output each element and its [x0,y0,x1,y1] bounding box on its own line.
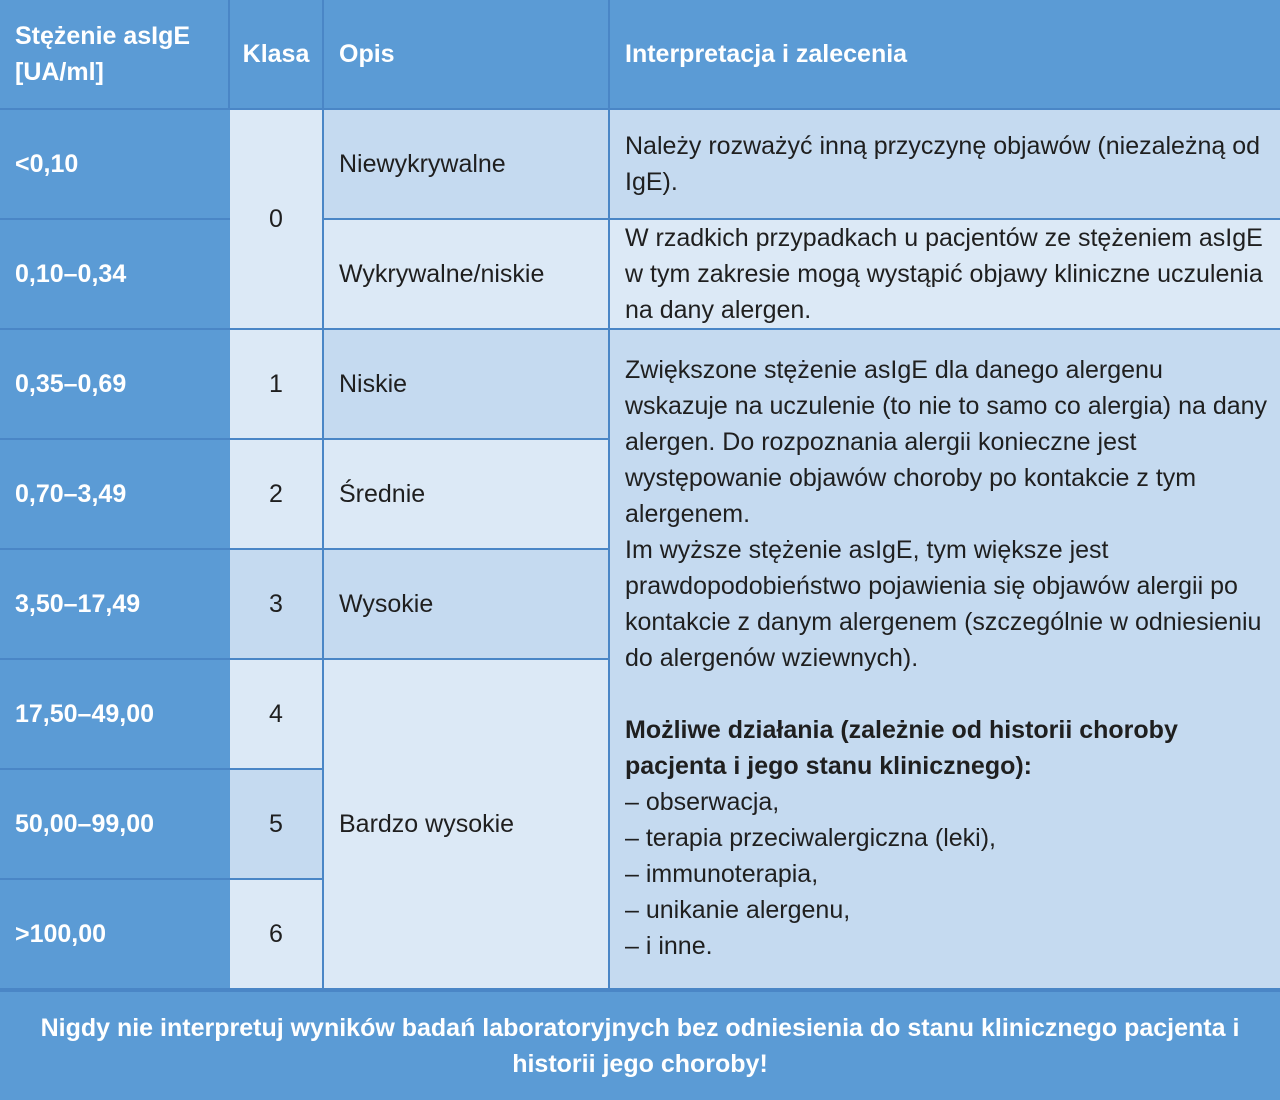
action-item: – immunoterapia, [625,860,819,888]
description-cell: Średnie [324,440,610,550]
description-cell: Wykrywalne/niskie [324,220,610,330]
header-concentration [0,0,230,110]
class-cell: 4 [230,660,324,770]
concentration-cell: >100,00 [0,880,230,990]
header-class: Klasa [230,0,324,110]
concentration-cell: 3,50–17,49 [0,550,230,660]
interpretation-cell: Należy rozważyć inną przyczynę objawów (niezależną od IgE). [610,110,1280,220]
concentration-cell: 0,70–3,49 [0,440,230,550]
interpretation-paragraph: Im wyższe stężenie asIgE, tym większe jest prawdopodobieństwo pojawienia się objawów alergii po kontakcie z danym alergenem (szczególnie w odniesieniu do alergenów wziewnych). [625,536,1262,672]
class-cell: 3 [230,550,324,660]
interpretation-main-cell [610,330,1280,990]
description-cell: Niskie [324,330,610,440]
interpretation-cell: W rzadkich przypadkach u pacjentów ze stężeniem asIgE w tym zakresie mogą wystąpić objawy kliniczne uczulenia na dany alergen. [610,220,1280,330]
concentration-cell: 0,35–0,69 [0,330,230,440]
description-cell: Niewykrywalne [324,110,610,220]
class-cell: 0 [230,110,324,330]
header-concentration-label: Stężenie asIgE [15,22,191,50]
footer-warning: Nigdy nie interpretuj wyników badań laboratoryjnych bez odniesienia do stanu klinicznego pacjenta i historii jego choroby! [0,990,1280,1100]
description-cell: Wysokie [324,550,610,660]
concentration-cell: 50,00–99,00 [0,770,230,880]
concentration-cell: 0,10–0,34 [0,220,230,330]
actions-title: Możliwe działania (zależnie od historii choroby pacjenta i jego stanu klinicznego): [625,716,1178,780]
header-interpretation: Interpretacja i zalecenia [610,0,1280,110]
class-cell: 2 [230,440,324,550]
header-concentration-unit: [UA/ml] [15,58,104,86]
interpretation-paragraph: Zwiększone stężenie asIgE dla danego alergenu wskazuje na uczulenie (to nie to samo co alergia) na dany alergen. Do rozpoznania alergii konieczne jest występowanie objawów choroby po kontakcie z tym alergenem. [625,356,1268,528]
class-cell: 5 [230,770,324,880]
concentration-cell: <0,10 [0,110,230,220]
description-cell: Bardzo wysokie [324,660,610,990]
action-item: – i inne. [625,932,713,960]
action-item: – obserwacja, [625,788,780,816]
class-cell: 1 [230,330,324,440]
header-description: Opis [324,0,610,110]
action-item: – terapia przeciwalergiczna (leki), [625,824,996,852]
class-cell: 6 [230,880,324,990]
concentration-cell: 17,50–49,00 [0,660,230,770]
action-item: – unikanie alergenu, [625,896,851,924]
